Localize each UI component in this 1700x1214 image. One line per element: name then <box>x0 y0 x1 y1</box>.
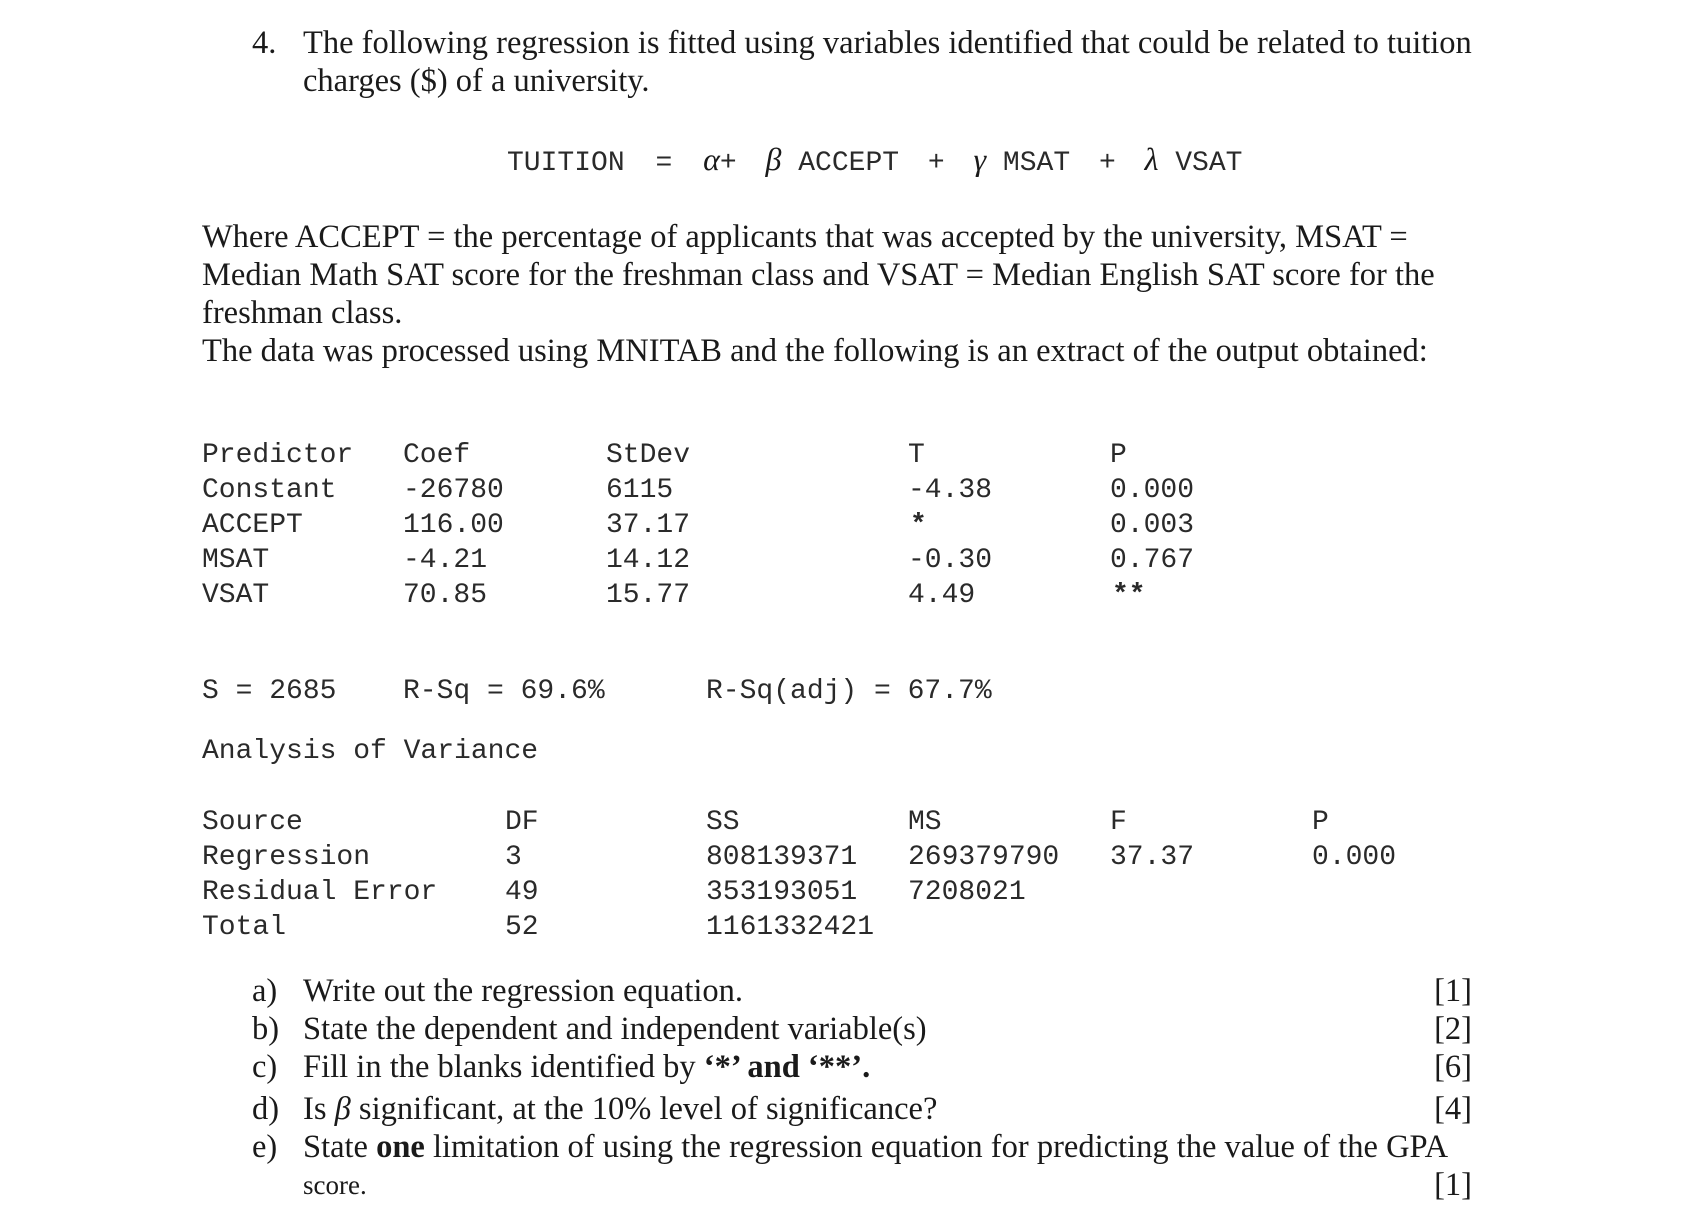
coef-cell: -26780 <box>403 475 504 506</box>
coef-cell: Constant <box>202 475 337 506</box>
description-line-2: Median Math SAT score for the freshman class and VSAT = Median English SAT score for the <box>202 257 1435 293</box>
blank-marker-single-star: * <box>910 510 927 541</box>
part-e <box>252 1128 1472 1166</box>
eq-var-vsat: VSAT <box>1175 148 1243 179</box>
alpha-symbol: α <box>703 141 720 177</box>
coef-header-coef: Coef <box>403 440 471 471</box>
coef-cell: ACCEPT <box>202 510 303 541</box>
beta-symbol: β <box>765 141 782 177</box>
coef-header-p: P <box>1110 440 1127 471</box>
anova-cell: 1161332421 <box>706 912 875 943</box>
anova-header-p: P <box>1312 807 1329 838</box>
beta-symbol: β <box>334 1091 351 1127</box>
anova-header-ss: SS <box>706 807 740 838</box>
anova-cell: 37.37 <box>1110 842 1195 873</box>
eq-var-accept: ACCEPT <box>798 148 900 179</box>
question-parts <box>252 972 1472 1204</box>
question-number: 4. <box>252 25 277 61</box>
coef-cell: 14.12 <box>606 545 691 576</box>
coef-cell: 0.767 <box>1110 545 1195 576</box>
coef-cell: MSAT <box>202 545 270 576</box>
anova-cell: 7208021 <box>908 877 1026 908</box>
part-marks: [1] <box>1434 973 1472 1009</box>
coef-cell: 6115 <box>606 475 674 506</box>
part-text-post: significant, at the 10% level of significance? <box>350 1091 938 1127</box>
part-text-pre: Fill in the blanks identified by <box>303 1049 704 1085</box>
part-label: d) <box>252 1091 280 1127</box>
part-marks: [6] <box>1434 1049 1472 1085</box>
summary-rsq-adj: R-Sq(adj) = 67.7% <box>706 676 992 707</box>
coef-header-t: T <box>908 440 925 471</box>
eq-plus-2: + <box>927 148 945 179</box>
eq-var-msat: MSAT <box>1002 148 1071 179</box>
part-text-bold: ‘*’ and ‘**’. <box>703 1049 871 1085</box>
summary-s: S = 2685 <box>202 676 337 707</box>
gamma-symbol: γ <box>973 141 987 177</box>
blank-marker-double-star: ** <box>1112 580 1146 611</box>
part-label: a) <box>252 973 278 1009</box>
part-text-pre: State <box>303 1129 377 1165</box>
anova-cell: 52 <box>505 912 539 943</box>
coef-cell: 116.00 <box>403 510 504 541</box>
intro-line-1: The following regression is fitted using variables identified that could be related to tuition <box>303 25 1472 61</box>
anova-title: Analysis of Variance <box>202 736 539 767</box>
anova-cell: Residual Error <box>202 877 438 908</box>
coef-cell: -4.21 <box>403 545 488 576</box>
coef-cell: 37.17 <box>606 510 691 541</box>
part-text: State the dependent and independent variable(s) <box>303 1011 927 1047</box>
coef-cell: 15.77 <box>606 580 691 611</box>
part-text-bold: one <box>376 1129 425 1165</box>
part-a <box>252 972 1472 1010</box>
coef-cell: 0.003 <box>1110 510 1195 541</box>
part-e-continued <box>252 1166 1472 1204</box>
description-line-4: The data was processed using MNITAB and the following is an extract of the output obtained: <box>202 333 1428 369</box>
part-label: b) <box>252 1011 280 1047</box>
anova-cell: Total <box>202 912 287 943</box>
part-marks: [1] <box>1434 1167 1472 1203</box>
coef-cell: 0.000 <box>1110 475 1195 506</box>
variable-description <box>202 218 1602 370</box>
anova-cell: Regression <box>202 842 371 873</box>
part-marks: [4] <box>1434 1091 1472 1127</box>
part-c <box>252 1048 1472 1086</box>
anova-cell: 3 <box>505 842 522 873</box>
eq-lhs: TUITION <box>507 148 625 179</box>
part-label: c) <box>252 1049 278 1085</box>
part-text-pre: Is <box>303 1091 335 1127</box>
anova-cell: 49 <box>505 877 539 908</box>
part-text <box>303 1048 870 1086</box>
anova-cell: 353193051 <box>706 877 858 908</box>
description-line-3: freshman class. <box>202 295 403 331</box>
coef-cell: -0.30 <box>908 545 993 576</box>
anova-header-source: Source <box>202 807 303 838</box>
eq-plus-3: + <box>1098 148 1116 179</box>
coef-cell: VSAT <box>202 580 270 611</box>
coef-header-predictor: Predictor <box>202 440 354 471</box>
part-label: e) <box>252 1129 278 1165</box>
coef-cell: -4.38 <box>908 475 993 506</box>
anova-header-f: F <box>1110 807 1127 838</box>
regression-model-equation <box>507 142 1242 181</box>
question-intro <box>303 24 1503 100</box>
intro-line-2: charges ($) of a university. <box>303 63 650 99</box>
summary-rsq: R-Sq = 69.6% <box>403 676 605 707</box>
anova-cell: 808139371 <box>706 842 858 873</box>
part-text-post: limitation of using the regression equation for predicting the value of the GPA <box>424 1129 1449 1165</box>
eq-equals: = <box>655 148 673 179</box>
eq-plus-1: + <box>719 148 737 179</box>
anova-cell: 269379790 <box>908 842 1060 873</box>
lambda-symbol: λ <box>1144 141 1159 177</box>
anova-header-df: DF <box>505 807 539 838</box>
part-marks: [2] <box>1434 1011 1472 1047</box>
coef-header-stdev: StDev <box>606 440 691 471</box>
description-line-1: Where ACCEPT = the percentage of applicants that was accepted by the university, MSAT = <box>202 219 1408 255</box>
part-text-line-2: score. <box>303 1170 367 1200</box>
coef-cell: 4.49 <box>908 580 976 611</box>
anova-cell: 0.000 <box>1312 842 1397 873</box>
anova-header-ms: MS <box>908 807 942 838</box>
part-text <box>303 1090 937 1128</box>
coef-cell: 70.85 <box>403 580 488 611</box>
part-text: Write out the regression equation. <box>303 973 744 1009</box>
part-d <box>252 1090 1472 1128</box>
part-b <box>252 1010 1472 1048</box>
part-text <box>303 1128 1448 1166</box>
